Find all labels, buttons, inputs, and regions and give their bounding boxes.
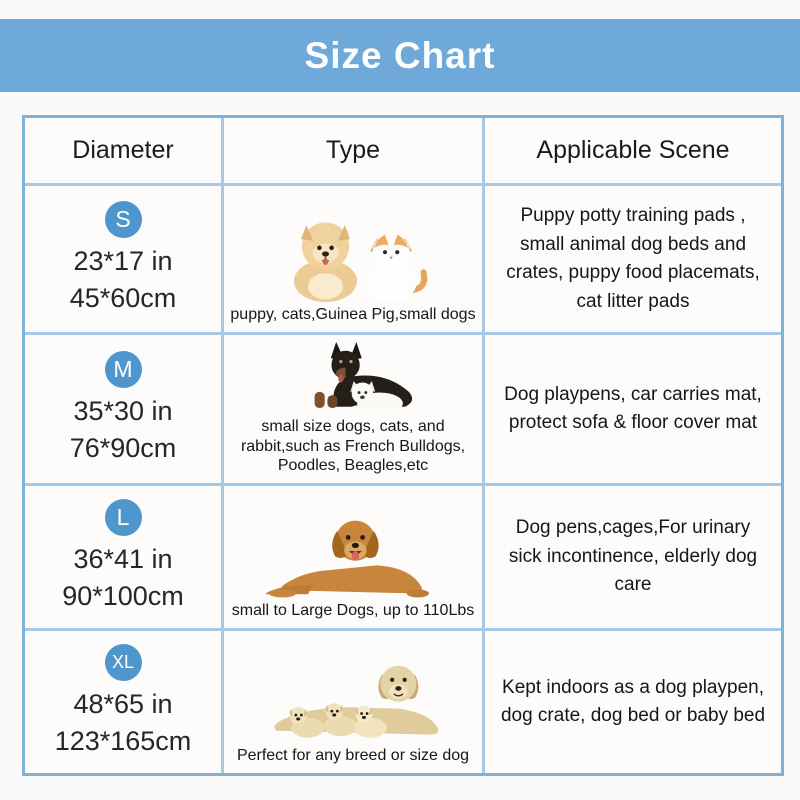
- type-caption: small size dogs, cats, and rabbit,such as French Bulldogs, Poodles, Beagles,etc: [240, 418, 466, 475]
- type-caption: puppy, cats,Guinea Pig,small dogs: [230, 306, 476, 324]
- table-row-xl-diameter: [25, 631, 221, 773]
- golden-retriever-icon: [265, 521, 429, 598]
- pomeranian-icon: [294, 223, 357, 303]
- header-diameter: Diameter: [25, 118, 221, 183]
- table-row-s-diameter: [25, 186, 221, 332]
- table-row-m-type: [224, 335, 482, 483]
- dimension-cm: 90*100cm: [62, 581, 184, 611]
- dimension-inches: 35*30 in: [73, 395, 173, 426]
- retriever-family-image: [259, 654, 447, 744]
- table-row-l-type: [224, 486, 482, 628]
- table-row-l-scene: Dog pens,cages,For urinary sick incontinence, elderly dog care: [485, 486, 781, 628]
- header-applicable-scene: Applicable Scene: [485, 118, 781, 183]
- pomeranian-and-cat-image: [266, 211, 441, 303]
- dimension-cm: 76*90cm: [69, 433, 177, 463]
- table-row-s-scene: Puppy potty training pads , small animal dog beds and crates, puppy food placemats, cat litter pads: [485, 186, 781, 332]
- table-row-m-diameter: [25, 335, 221, 483]
- table-row-m-scene: Dog playpens, car carries mat, protect sofa & floor cover mat: [485, 335, 781, 483]
- size-chart-table: [22, 115, 784, 776]
- type-caption: small to Large Dogs, up to 110Lbs: [231, 602, 475, 620]
- table-row-xl-type: [224, 631, 482, 773]
- dimension-inches: 23*17 in: [73, 245, 173, 276]
- golden-retriever-image: [261, 507, 445, 599]
- dimension-cm: 45*60cm: [69, 283, 177, 313]
- type-caption: Perfect for any breed or size dog: [236, 747, 470, 765]
- page-title: Size Chart: [304, 34, 496, 76]
- banner: [0, 19, 800, 92]
- dimension-inches: 48*65 in: [73, 688, 173, 719]
- table-row-s-type: [224, 186, 482, 332]
- size-badge-m: M: [105, 351, 142, 388]
- dimension-inches: 36*41 in: [73, 543, 173, 574]
- cat-icon: [369, 234, 424, 301]
- size-badge-xl: XL: [105, 644, 142, 681]
- dimension-cm: 123*165cm: [54, 726, 192, 756]
- size-badge-s: S: [105, 201, 142, 238]
- header-type: Type: [224, 118, 482, 183]
- german-shepherd-and-white-puppy-image: [271, 338, 435, 415]
- table-row-l-diameter: [25, 486, 221, 628]
- table-row-xl-scene: Kept indoors as a dog playpen, dog crate, dog bed or baby bed: [485, 631, 781, 773]
- size-badge-l: L: [105, 499, 142, 536]
